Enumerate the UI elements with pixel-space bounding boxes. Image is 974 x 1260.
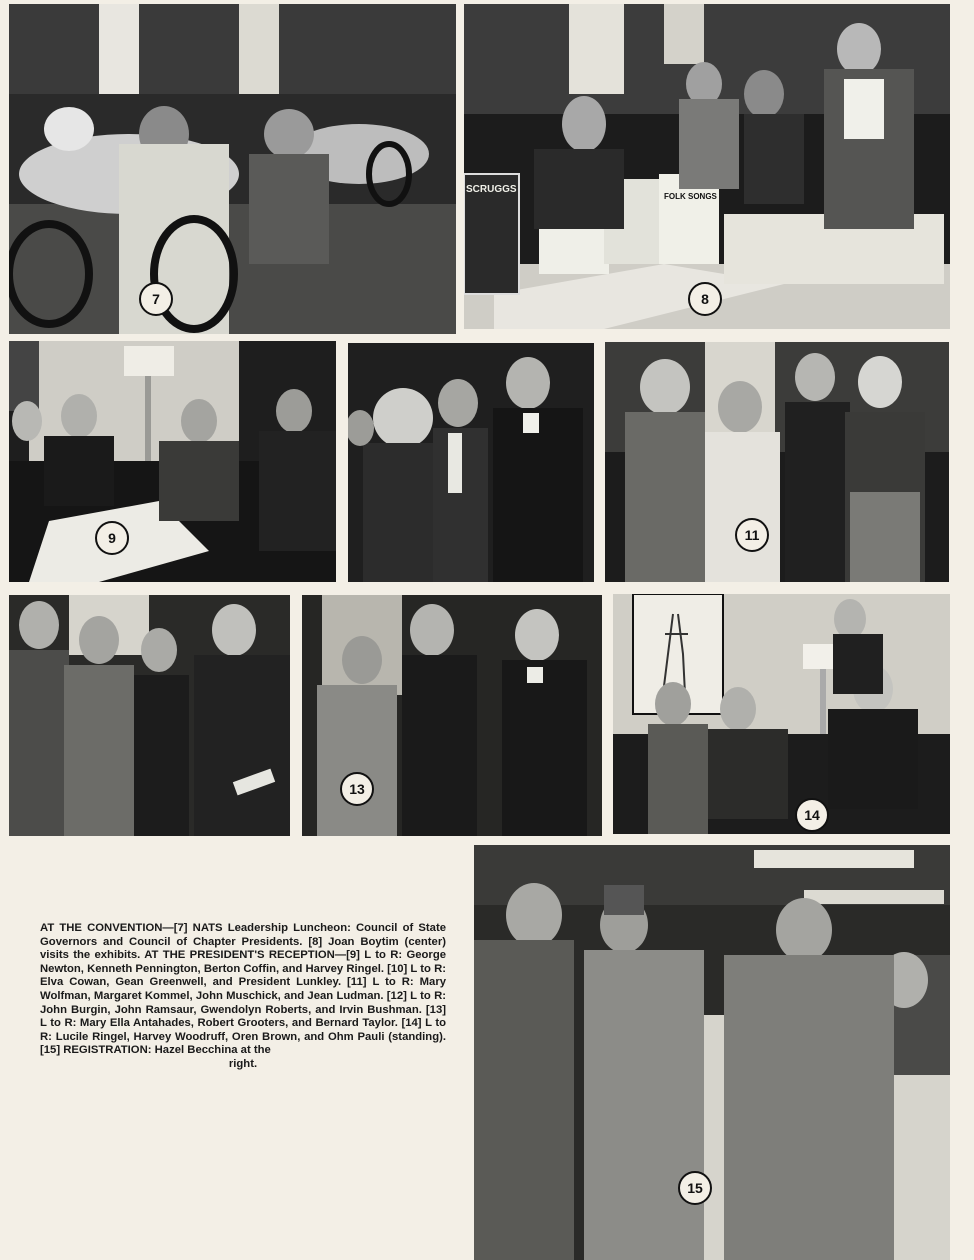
photo-number-badge: 9: [95, 521, 129, 555]
photo-8-exhibits: [464, 4, 950, 329]
photo-14-image: [613, 594, 950, 834]
book-title-left: SCRUGGS: [466, 184, 517, 195]
photo-8-image: [464, 4, 950, 329]
photo-10-reception-trio: [348, 343, 594, 582]
photo-number-badge: 14: [795, 798, 829, 832]
caption-body: AT THE CONVENTION—[7] NATS Leadership Luncheon: Council of State Governors and Council of Chapter Presidents. [8] Joan Boytim (center) visits the exhibits. AT THE PRESIDENT'S RECEPTION—[9] L to R: George Newton, Kenneth Pennington, Berton Coffin, and Harvey Ringel. [10] L to R: Elva Cowan, Gean Greenwell, and President Lunkley. [11] L to R: Mary Wolfman, Margaret Kommel, John Muschick, and Jean Ludman. [12] L to R: John Burgin, John Ramsaur, Gwendolyn Roberts, and Irvin Bushman. [13] L to R: Mary Ella Antahades, Robert Grooters, and Bernard Taylor. [14] L to R: Lucile Ringel, Harvey Woodruff, Oren Brown, and Ohm Pauli (standing). [15] REGISTRATION: Hazel Becchina at the: [40, 922, 446, 1057]
photo-10-image: [348, 343, 594, 582]
photo-14-reception-seated: [613, 594, 950, 834]
photo-9-image: [9, 341, 336, 582]
photo-7-leadership-luncheon: [9, 4, 456, 334]
photo-number-badge: 8: [688, 282, 722, 316]
photo-13-reception-trio: [302, 595, 602, 836]
photo-11-reception-four: [605, 342, 949, 582]
book-title-right: FOLK SONGS: [664, 192, 717, 201]
photo-9-reception-group: [9, 341, 336, 582]
photo-12-reception-four: [9, 595, 290, 836]
photo-15-image: [474, 845, 950, 1260]
photo-number-badge: 13: [340, 772, 374, 806]
photo-7-image: [9, 4, 456, 334]
photo-12-image: [9, 595, 290, 836]
photo-number-badge: 15: [678, 1171, 712, 1205]
photo-11-image: [605, 342, 949, 582]
photo-15-registration: [474, 845, 950, 1260]
photo-number-badge: 7: [139, 282, 173, 316]
photo-caption: [40, 922, 446, 1072]
photo-number-badge: 11: [735, 518, 769, 552]
caption-last-line: right.: [228, 1057, 258, 1070]
